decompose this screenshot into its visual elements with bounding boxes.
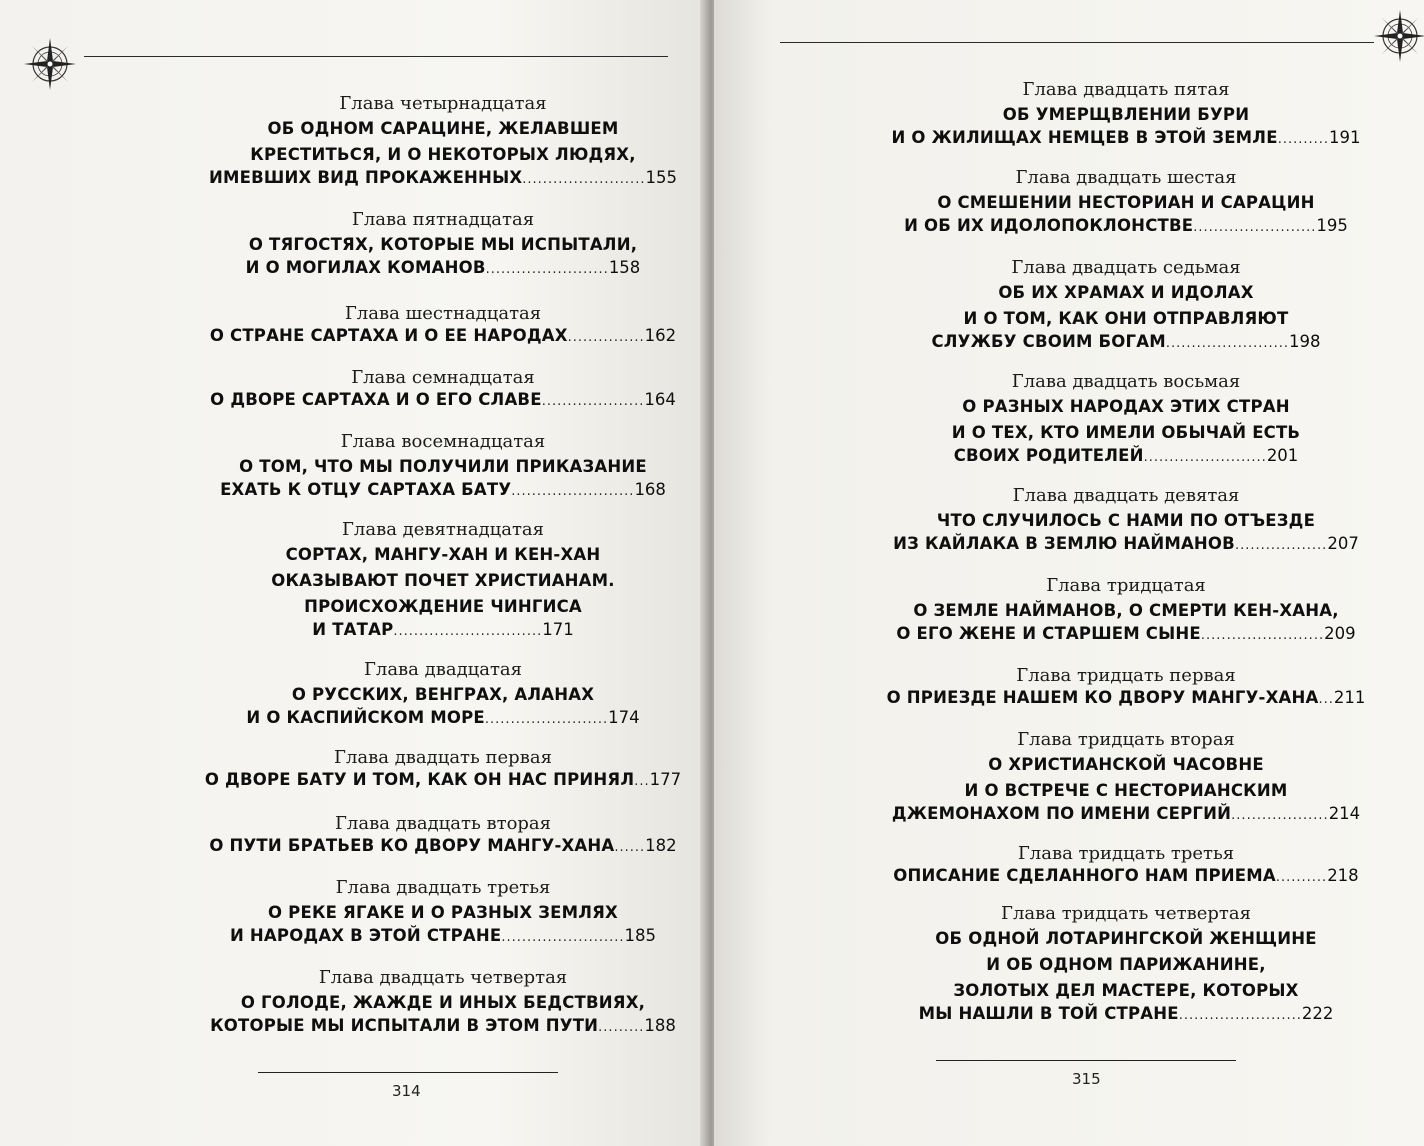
chapter-heading-line: О ХРИСТИАНСКОЙ ЧАСОВНЕ <box>988 755 1264 774</box>
toc-entry <box>886 842 1366 885</box>
page-reference: 177 <box>649 770 682 789</box>
chapter-last-line <box>954 446 1299 465</box>
leader-dots: .......... <box>1277 132 1330 147</box>
chapter-title: Глава пятнадцатая <box>351 209 535 230</box>
toc-entry <box>886 902 1366 1023</box>
chapter-last-line <box>209 836 676 855</box>
toc-entry <box>886 256 1366 351</box>
chapter-title: Глава тридцать вторая <box>1017 729 1235 750</box>
chapter-last-line <box>931 332 1320 351</box>
chapter-heading-line: О РУССКИХ, ВЕНГРАХ, АЛАНАХ <box>291 685 595 704</box>
chapter-heading-line: СОРТАХ, МАНГУ-ХАН И КЕН-ХАН <box>285 545 601 564</box>
page-reference: 209 <box>1324 624 1356 643</box>
chapter-heading-line: СВОИХ РОДИТЕЛЕЙ <box>953 446 1144 465</box>
leader-dots: ... <box>634 774 650 789</box>
chapter-last-line <box>887 688 1366 707</box>
chapter-heading-line: О ДВОРЕ САРТАХА И О ЕГО СЛАВЕ <box>210 390 542 409</box>
chapter-heading-line: О ЕГО ЖЕНЕ И СТАРШЕМ СЫНЕ <box>896 624 1201 643</box>
chapter-heading-line: И О ТЕХ, КТО ИМЕЛИ ОБЫЧАЙ ЕСТЬ <box>951 423 1301 442</box>
leader-dots: ........................ <box>501 930 625 945</box>
page-reference: 198 <box>1289 332 1321 351</box>
chapter-heading-line: ИЗ КАЙЛАКА В ЗЕМЛЮ НАЙМАНОВ <box>893 534 1235 553</box>
page-reference: 182 <box>645 836 677 855</box>
page-reference: 168 <box>634 480 666 499</box>
chapter-title: Глава двадцать пятая <box>1022 79 1230 100</box>
chapter-heading-line: ОБ ОДНОМ САРАЦИНЕ, ЖЕЛАВШЕМ <box>267 119 619 138</box>
toc-entry <box>886 166 1366 235</box>
leader-dots: ........................ <box>511 484 635 499</box>
chapter-heading-line: О ГОЛОДЕ, ЖАЖДЕ И ИНЫХ БЕДСТВИЯХ, <box>240 993 646 1012</box>
page-reference: 201 <box>1266 446 1299 465</box>
chapter-last-line <box>893 534 1359 553</box>
leader-dots: .................. <box>1234 538 1328 553</box>
chapter-heading-line: О РАЗНЫХ НАРОДАХ ЭТИХ СТРАН <box>962 397 1290 416</box>
toc-entry <box>886 664 1366 707</box>
leader-dots: ........................ <box>522 172 646 187</box>
chapter-heading-line: КРЕСТИТЬСЯ, И О НЕКОТОРЫХ ЛЮДЯХ, <box>250 145 636 164</box>
chapter-last-line <box>919 1004 1334 1023</box>
chapter-heading-line: И О КАСПИЙСКОМ МОРЕ <box>246 708 485 727</box>
page-reference: 214 <box>1328 804 1361 823</box>
chapter-heading-line: МЫ НАШЛИ В ТОЙ СТРАНЕ <box>918 1004 1179 1023</box>
page-reference: 158 <box>608 258 641 277</box>
leader-dots: .................... <box>541 394 645 409</box>
page-reference: 195 <box>1316 216 1348 235</box>
chapter-heading-line: О ДВОРЕ БАТУ И ТОМ, КАК ОН НАС ПРИНЯЛ <box>204 770 635 789</box>
chapter-last-line <box>230 926 656 945</box>
chapter-heading-line: ОКАЗЫВАЮТ ПОЧЕТ ХРИСТИАНАМ. <box>271 571 615 590</box>
toc-entry <box>886 370 1366 465</box>
chapter-last-line <box>904 216 1348 235</box>
chapter-last-line <box>210 1016 676 1035</box>
toc-entry <box>203 658 683 727</box>
chapter-heading-line: О ЗЕМЛЕ НАЙМАНОВ, О СМЕРТИ КЕН-ХАНА, <box>913 601 1339 620</box>
leader-dots: .......... <box>1275 870 1328 885</box>
leader-dots: ... <box>1318 692 1334 707</box>
chapter-heading-line: И ОБ ОДНОМ ПАРИЖАНИНЕ, <box>986 955 1266 974</box>
leader-dots: ........................ <box>1178 1008 1302 1023</box>
leader-dots: ........................ <box>485 262 609 277</box>
chapter-heading-line: И НАРОДАХ В ЭТОЙ СТРАНЕ <box>229 926 502 945</box>
chapter-title: Глава двадцать восьмая <box>1011 371 1241 392</box>
toc-entry <box>203 746 683 789</box>
chapter-heading-line: И О ТОМ, КАК ОНИ ОТПРАВЛЯЮТ <box>963 309 1289 328</box>
toc-entry <box>203 812 683 855</box>
chapter-title: Глава семнадцатая <box>351 367 535 388</box>
page-reference: 171 <box>542 620 574 639</box>
leader-dots: ............... <box>567 330 645 345</box>
chapter-heading-line: И О ЖИЛИЩАХ НЕМЦЕВ В ЭТОЙ ЗЕМЛЕ <box>891 128 1278 147</box>
chapter-heading-line: ДЖЕМОНАХОМ ПО ИМЕНИ СЕРГИЙ <box>891 804 1232 823</box>
footer-rule <box>258 1072 558 1073</box>
page-reference: 207 <box>1327 534 1359 553</box>
chapter-title: Глава двадцать шестая <box>1015 167 1237 188</box>
page-reference: 211 <box>1333 688 1366 707</box>
page-reference: 155 <box>645 168 677 187</box>
right-page <box>714 0 1424 1146</box>
header-rule <box>780 42 1374 43</box>
chapter-heading-line: О СТРАНЕ САРТАХА И О ЕЕ НАРОДАХ <box>209 326 568 345</box>
chapter-heading-line: ЧТО СЛУЧИЛОСЬ С НАМИ ПО ОТЪЕЗДЕ <box>936 511 1316 530</box>
chapter-title: Глава четырнадцатая <box>339 93 547 114</box>
chapter-heading-line: О ПУТИ БРАТЬЕВ КО ДВОРУ МАНГУ-ХАНА <box>209 836 615 855</box>
chapter-heading-line: О ТЯГОСТЯХ, КОТОРЫЕ МЫ ИСПЫТАЛИ, <box>248 235 638 254</box>
chapter-last-line <box>210 390 676 409</box>
chapter-title: Глава двадцать девятая <box>1012 485 1240 506</box>
chapter-heading-line: ОБ ИХ ХРАМАХ И ИДОЛАХ <box>998 283 1254 302</box>
leader-dots: ........................ <box>484 712 609 727</box>
chapter-title: Глава девятнадцатая <box>341 519 545 540</box>
chapter-last-line <box>892 804 1360 823</box>
chapter-heading-line: ИМЕВШИХ ВИД ПРОКАЖЕННЫХ <box>209 168 523 187</box>
chapter-title: Глава восемнадцатая <box>340 431 546 452</box>
toc-entry <box>886 78 1366 147</box>
toc-entry <box>886 728 1366 823</box>
chapter-title: Глава двадцать вторая <box>334 813 552 834</box>
chapter-heading-line: ОБ ОДНОЙ ЛОТАРИНГСКОЙ ЖЕНЩИНЕ <box>935 929 1317 948</box>
chapter-heading-line: И О МОГИЛАХ КОМАНОВ <box>245 258 486 277</box>
page-reference: 185 <box>624 926 657 945</box>
chapter-heading-line: О ПРИЕЗДЕ НАШЕМ КО ДВОРУ МАНГУ-ХАНА <box>886 688 1319 707</box>
chapter-heading-line: ЕХАТЬ К ОТЦУ САРТАХА БАТУ <box>220 480 512 499</box>
chapter-heading-line: И О ВСТРЕЧЕ С НЕСТОРИАНСКИМ <box>964 781 1288 800</box>
chapter-heading-line: ОПИСАНИЕ СДЕЛАННОГО НАМ ПРИЕМА <box>893 866 1276 885</box>
compass-rose-icon <box>1372 8 1424 64</box>
chapter-heading-line: О СМЕШЕНИИ НЕСТОРИАН И САРАЦИН <box>937 193 1315 212</box>
page-reference: 162 <box>644 326 677 345</box>
chapter-heading-line: СЛУЖБУ СВОИМ БОГАМ <box>931 332 1166 351</box>
page-number: 315 <box>1072 1070 1101 1088</box>
chapter-last-line <box>205 770 681 789</box>
toc-entry <box>203 518 683 639</box>
toc-entry <box>203 430 683 499</box>
chapter-last-line <box>220 480 666 499</box>
footer-rule <box>936 1060 1236 1061</box>
toc-entry <box>886 484 1366 553</box>
chapter-last-line <box>246 258 641 277</box>
chapter-heading-line: И ТАТАР <box>312 620 394 639</box>
toc-entry <box>886 574 1366 643</box>
page-reference: 174 <box>608 708 640 727</box>
leader-dots: ......... <box>598 1020 645 1035</box>
chapter-heading-line: ПРОИСХОЖДЕНИЕ ЧИНГИСА <box>304 597 582 616</box>
page-reference: 191 <box>1329 128 1361 147</box>
chapter-heading-line: ОБ УМЕРЩВЛЕНИИ БУРИ <box>1002 105 1250 124</box>
leader-dots: ........................ <box>1200 628 1325 643</box>
toc-entry <box>203 92 683 187</box>
chapter-title: Глава шестнадцатая <box>344 303 542 324</box>
chapter-last-line <box>312 620 573 639</box>
compass-rose-icon <box>22 36 78 92</box>
chapter-title: Глава тридцать четвертая <box>1001 903 1251 924</box>
chapter-title: Глава тридцать первая <box>1016 665 1236 686</box>
chapter-heading-line: КОТОРЫЕ МЫ ИСПЫТАЛИ В ЭТОМ ПУТИ <box>210 1016 599 1035</box>
toc-entry <box>203 966 683 1035</box>
page-reference: 188 <box>644 1016 676 1035</box>
leader-dots: ............................. <box>393 624 543 639</box>
chapter-last-line <box>891 128 1360 147</box>
page-reference: 222 <box>1301 1004 1334 1023</box>
toc-entry <box>203 366 683 409</box>
chapter-heading-line: О ТОМ, ЧТО МЫ ПОЛУЧИЛИ ПРИКАЗАНИЕ <box>239 457 647 476</box>
chapter-title: Глава двадцать первая <box>334 747 552 768</box>
toc-entry <box>203 302 683 345</box>
chapter-last-line <box>893 866 1358 885</box>
chapter-last-line <box>209 168 677 187</box>
chapter-title: Глава двадцать третья <box>335 877 551 898</box>
chapter-title: Глава двадцать седьмая <box>1011 257 1241 278</box>
header-rule <box>84 56 668 57</box>
chapter-last-line <box>246 708 639 727</box>
chapter-title: Глава двадцатая <box>363 659 523 680</box>
toc-entry <box>203 208 683 277</box>
leader-dots: ........................ <box>1165 336 1290 351</box>
leader-dots: ........................ <box>1193 220 1317 235</box>
page-reference: 218 <box>1327 866 1359 885</box>
leader-dots: ........................ <box>1143 450 1267 465</box>
chapter-title: Глава тридцать третья <box>1017 843 1235 864</box>
chapter-title: Глава тридцатая <box>1046 575 1206 596</box>
page-number: 314 <box>392 1082 421 1100</box>
left-page <box>0 0 708 1146</box>
chapter-last-line <box>210 326 676 345</box>
page-reference: 164 <box>644 390 676 409</box>
chapter-heading-line: О РЕКЕ ЯГАКЕ И О РАЗНЫХ ЗЕМЛЯХ <box>268 903 618 922</box>
chapter-last-line <box>896 624 1355 643</box>
leader-dots: ...... <box>614 840 646 855</box>
chapter-heading-line: И ОБ ИХ ИДОЛОПОКЛОНСТВЕ <box>904 216 1194 235</box>
leader-dots: ................... <box>1231 808 1329 823</box>
chapter-heading-line: ЗОЛОТЫХ ДЕЛ МАСТЕРЕ, КОТОРЫХ <box>953 981 1299 1000</box>
chapter-title: Глава двадцать четвертая <box>318 967 568 988</box>
toc-entry <box>203 876 683 945</box>
